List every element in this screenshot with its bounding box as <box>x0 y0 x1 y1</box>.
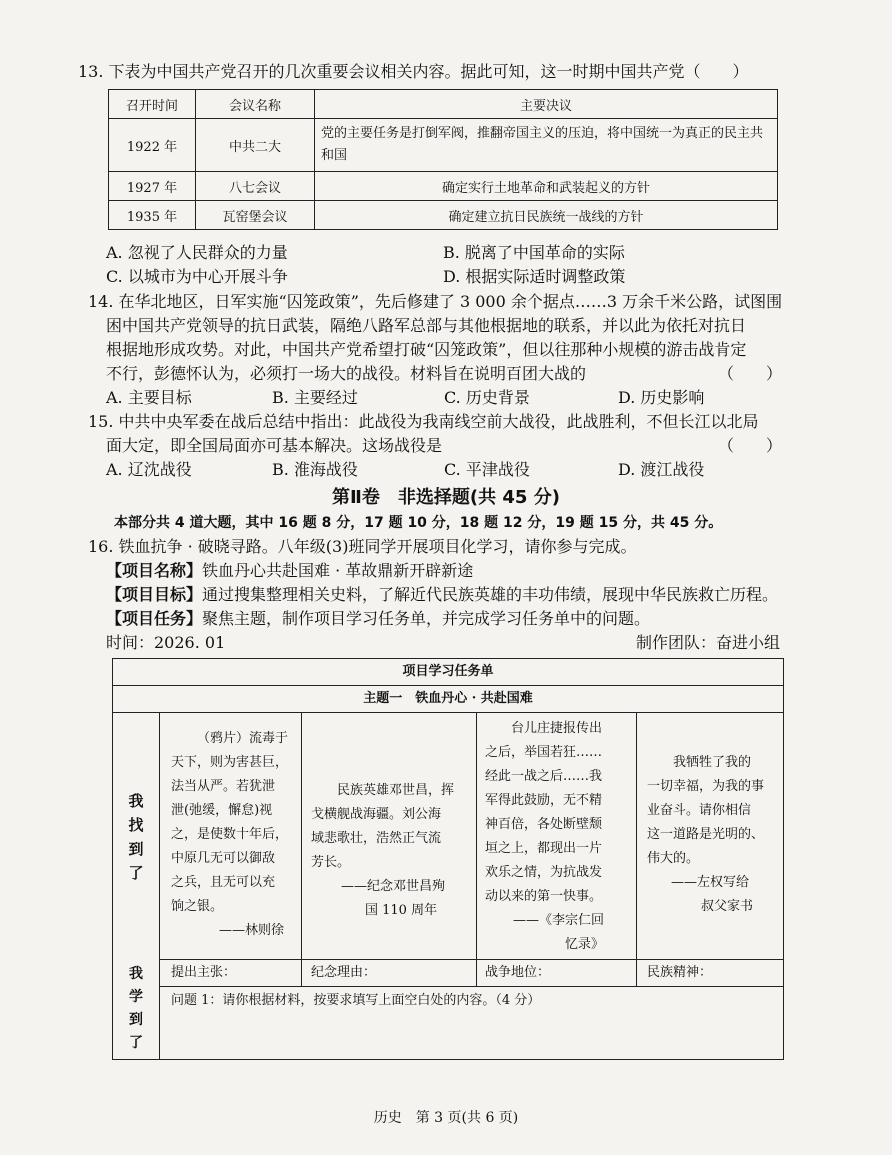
table-row <box>109 201 778 230</box>
project-name-label: 【项目名称】 <box>106 561 203 580</box>
table-cell: 八七会议 <box>196 172 315 201</box>
answer-label-memorial-reason[interactable]: 纪念理由： <box>311 965 377 980</box>
project-goal <box>106 583 778 607</box>
table-cell: 确定建立抗日民族统一战线的方针 <box>315 201 778 230</box>
table-cell: 党的主要任务是打倒军阀，推翻帝国主义的压迫，将中国统一为真正的民主共和国 <box>315 119 778 172</box>
material-li-zongren: 台儿庄捷报传出 之后，举国若狂…… 经此一战之后……我 军得此鼓励，无不精 神百倍，各处断壁颓 垣之上，都现出一片 欢乐之情，为抗战发 动以来的第一快事。 ——《李宗仁回 忆录》 <box>485 721 605 952</box>
project-goal-value: 通过搜集整理相关史料，了解近代民族英雄的丰功伟绩，展现中华民族救亡历程。 <box>202 585 779 604</box>
table-cell: 1922 年 <box>109 119 196 172</box>
task-sheet <box>112 658 784 1060</box>
material-lin-zexu: （鸦片）流毒于 天下，则为害甚巨， 法当从严。若犹泄 泄(弛缓，懈怠)视 之，是使数十年后， 中原几无可以御敌 之兵，且无可以充 饷之银。 ——林则徐 <box>171 731 289 938</box>
table-cell: 瓦窑堡会议 <box>196 201 315 230</box>
question-14-line: 根据地形成攻势。对此，中国共产党希望打破“囚笼政策”，但以往那种小规模的游击战肯定 <box>106 340 747 359</box>
project-name-value: 铁血丹心共赴国难 · 革故鼎新开辟新途 <box>202 561 474 580</box>
table-row <box>109 119 778 172</box>
section-note: 本部分共 4 道大题，其中 16 题 8 分，17 题 10 分，18 题 12 分，19 题 15 分，共 45 分。 <box>114 515 723 531</box>
question-16-stem: 16. 铁血抗争 · 破晓寻路。八年级(3)班同学开展项目化学习，请你参与完成。 <box>88 537 637 556</box>
question-14-line: 不行，彭德怀认为，必须打一场大的战役。材料旨在说明百团大战的 <box>106 364 587 383</box>
project-task <box>106 607 650 631</box>
time-label: 时间：2026. 01 <box>106 633 226 652</box>
table-header: 会议名称 <box>196 90 315 119</box>
learned-label: 我学到了 <box>129 966 143 1051</box>
table-cell: 中共二大 <box>196 119 315 172</box>
found-label: 我找到了 <box>128 792 144 882</box>
section-title: 第Ⅱ卷 非选择题(共 45 分) <box>332 487 560 508</box>
task-sheet-theme: 主题一 铁血丹心 · 共赴国难 <box>113 686 783 713</box>
option-d[interactable]: D. 历史影响 <box>618 388 705 407</box>
table-row <box>109 172 778 201</box>
option-b[interactable]: B. 主要经过 <box>272 388 358 407</box>
option-c[interactable]: C. 历史背景 <box>444 388 530 407</box>
answer-label-war-status[interactable]: 战争地位： <box>485 965 551 980</box>
answer-label-proposal[interactable]: 提出主张： <box>171 965 237 980</box>
material-deng-shichang: 民族英雄邓世昌，挥 戈横舰战海疆。刘公海 域悲歌壮，浩然正气流 芳长。 ——纪念邓世昌殉 国 110 周年 <box>311 783 455 918</box>
question-1: 问题 1：请你根据材料，按要求填写上面空白处的内容。（4 分） <box>171 993 541 1008</box>
option-b[interactable]: B. 脱离了中国革命的实际 <box>443 243 625 262</box>
question-13-stem: 13. 下表为中国共产党召开的几次重要会议相关内容。据此可知，这一时期中国共产党（ ） <box>78 62 749 81</box>
option-a[interactable]: A. 忽视了人民群众的力量 <box>106 243 288 262</box>
option-c[interactable]: C. 以城市为中心开展斗争 <box>106 267 288 286</box>
option-c[interactable]: C. 平津战役 <box>444 460 530 479</box>
question-14-line: 困中国共产党领导的抗日武装，隔绝八路军总部与其他根据地的联系，并以此为依托对抗日 <box>106 316 747 335</box>
option-d[interactable]: D. 根据实际适时调整政策 <box>443 267 626 286</box>
answer-label-national-spirit[interactable]: 民族精神： <box>647 965 713 980</box>
project-goal-label: 【项目目标】 <box>106 585 203 604</box>
team-label: 制作团队：奋进小组 <box>636 633 781 652</box>
option-d[interactable]: D. 渡江战役 <box>618 460 705 479</box>
answer-paren: （ ） <box>718 364 783 383</box>
question-15-line: 15. 中共中央军委在战后总结中指出：此战役为我南线空前大战役，此战胜利，不但长江以北局 <box>88 412 759 431</box>
question-15-line: 面大定，即全国局面亦可基本解决。这场战役是 <box>106 436 443 455</box>
project-task-label: 【项目任务】 <box>106 609 203 628</box>
question-14-line: 14. 在华北地区，日军实施“囚笼政策”，先后修建了 3 000 余个据点……3 万余千米公路，试图围 <box>88 292 783 311</box>
table-cell: 1935 年 <box>109 201 196 230</box>
option-a[interactable]: A. 辽沈战役 <box>106 460 192 479</box>
page-footer: 历史 第 3 页(共 6 页) <box>373 1110 519 1126</box>
material-zuo-quan: 我牺牲了我的 一切幸福，为我的事 业奋斗。请你相信 这一道路是光明的、 伟大的。 ——左权写给 叔父家书 <box>647 755 765 914</box>
table-cell: 确定实行土地革命和武装起义的方针 <box>315 172 778 201</box>
project-name <box>106 559 473 583</box>
answer-paren: （ ） <box>718 436 783 455</box>
project-task-value: 聚焦主题，制作项目学习任务单，并完成学习任务单中的问题。 <box>202 609 651 628</box>
table-cell: 1927 年 <box>109 172 196 201</box>
option-b[interactable]: B. 淮海战役 <box>272 460 358 479</box>
table-header: 主要决议 <box>315 90 778 119</box>
meeting-table <box>108 89 778 230</box>
task-sheet-title: 项目学习任务单 <box>113 659 783 686</box>
table-header: 召开时间 <box>109 90 196 119</box>
option-a[interactable]: A. 主要目标 <box>106 388 192 407</box>
